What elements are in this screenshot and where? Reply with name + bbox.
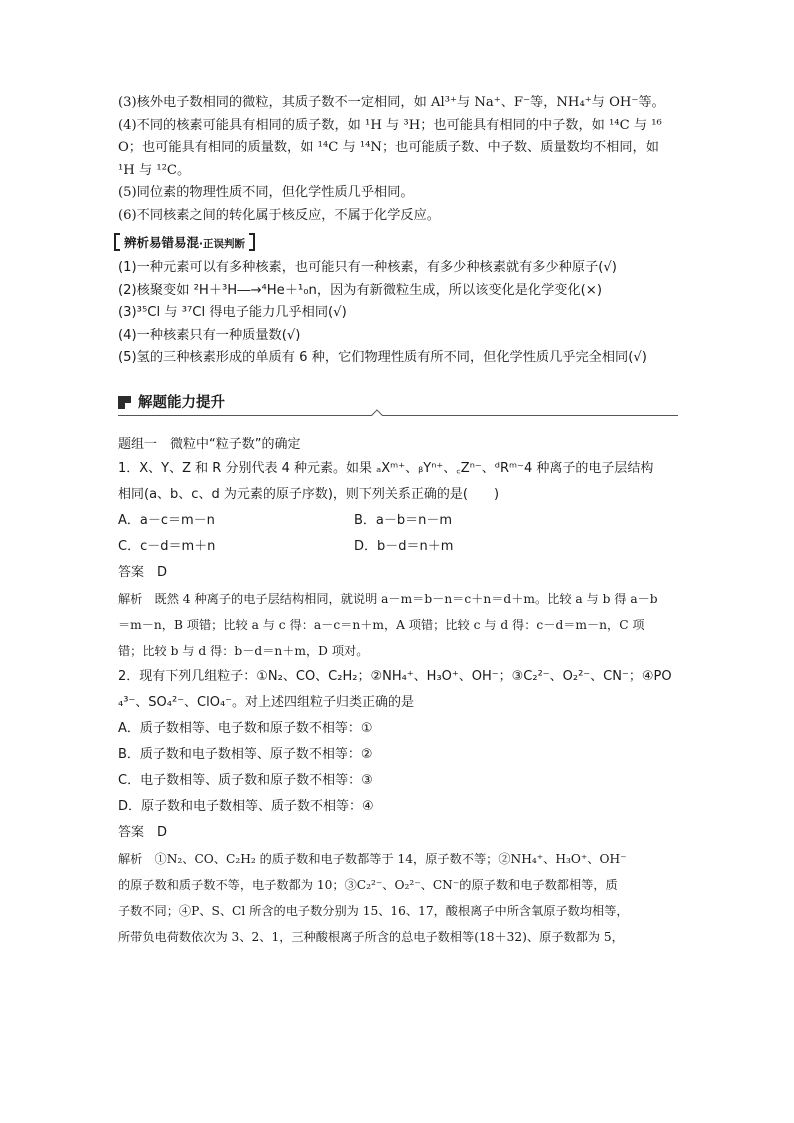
q1-option-b: B．a－b＝n－m xyxy=(354,512,453,528)
intro-line: (3)核外电子数相同的微粒，其质子数不一定相同，如 Al³⁺与 Na⁺、F⁻等，NH₄⁺与 OH⁻等。 xyxy=(118,95,665,110)
judge-line: (5)氢的三种核素形成的单质有 6 种，它们物理性质有所不同，但化学性质几乎完全相同(√) xyxy=(118,350,647,365)
section-title: 解题能力提升 xyxy=(138,394,225,411)
q2-answer: 答案 D xyxy=(118,824,168,840)
intro-line: (4)不同的核素可能具有相同的质子数，如 ¹H 与 ³H；也可能具有相同的中子数，如 ¹⁴C 与 ¹⁶ xyxy=(118,117,662,133)
document-page xyxy=(118,92,678,950)
question-1 xyxy=(118,456,678,664)
q1-explanation-line: ＝m－n，B 项错；比较 a 与 c 得：a－c＝n＋m，A 项错；比较 c 与 d 得：c－d＝m－n，C 项 xyxy=(118,617,645,632)
q1-line: 1．X、Y、Z 和 R 分别代表 4 种元素。如果 ₐXᵐ⁺、ᵦYⁿ⁺、꜀Zⁿ⁻、ᵈRᵐ⁻4 种离子的电子层结构 xyxy=(118,460,654,476)
q2-explanation-line: 解析 ①N₂、CO、C₂H₂ 的质子数和电子数都等于 14，原子数不等；②NH₄⁺、H₃O⁺、OH⁻ xyxy=(118,851,627,866)
section-header xyxy=(118,390,678,416)
intro-block xyxy=(118,92,678,227)
q1-explanation-line: 错；比较 b 与 d 得：b－d＝n＋m，D 项对。 xyxy=(118,643,369,658)
q2-explanation-line: 子数不同；④P、S、Cl 所含的电子数分别为 15、16、17，酸根离子中所含氧原子数均相等， xyxy=(118,903,629,918)
q1-option-a: A．a－c＝m－n xyxy=(118,512,215,528)
intro-line: (6)不同核素之间的转化属于核反应，不属于化学反应。 xyxy=(118,207,440,223)
judge-block xyxy=(118,257,678,370)
judge-tag-small: ·正误判断 xyxy=(199,238,246,250)
q1-option-c: C．c－d＝m＋n xyxy=(118,538,216,554)
q1-explanation-line: 解析 既然 4 种离子的电子层结构相同，就说明 a－m＝b－n＝c＋n＝d＋m。比较 a 与 b 得 a－b xyxy=(118,591,658,606)
q2-option-b: B．质子数和电子数相等、原子数不相等：② xyxy=(118,746,373,762)
question-2 xyxy=(118,664,678,950)
judge-line: (3)³⁵Cl 与 ³⁷Cl 得电子能力几乎相同(√) xyxy=(118,305,347,320)
q2-line: ₄³⁻、SO₄²⁻、ClO₄⁻。对上述四组粒子归类正确的是 xyxy=(118,694,415,710)
group-title: 题组一 微粒中“粒子数”的确定 xyxy=(118,436,301,452)
q1-options-row xyxy=(118,508,678,534)
judge-line: (4)一种核素只有一种质量数(√) xyxy=(118,327,301,343)
judge-tag xyxy=(114,233,255,251)
section-notch xyxy=(371,409,382,420)
q1-option-d: D．b－d＝n＋m xyxy=(354,538,454,554)
section-rule xyxy=(118,415,678,416)
q2-explanation-line: 所带负电荷数依次为 3、2、1，三种酸根离子所含的总电子数相等(18＋32)、原子数都为 5， xyxy=(118,929,624,944)
judge-line: (2)核聚变如 ²H＋³H―→⁴He＋¹₀n，因为有新微粒生成，所以该变化是化学变化(×) xyxy=(118,282,602,298)
q1-options-row xyxy=(118,534,678,560)
q2-line: 2．现有下列几组粒子：①N₂、CO、C₂H₂；②NH₄⁺、H₃O⁺、OH⁻；③C₂²⁻、O₂²⁻、CN⁻；④PO xyxy=(118,668,672,684)
q2-option-c: C．电子数相等、质子数和原子数不相等：③ xyxy=(118,772,373,788)
intro-line: (5)同位素的物理性质不同，但化学性质几乎相同。 xyxy=(118,185,414,200)
intro-line: ¹H 与 ¹²C。 xyxy=(118,162,191,178)
q2-explanation-line: 的原子数和质子数不等，电子数都为 10；③C₂²⁻、O₂²⁻、CN⁻的原子数和电子数都相等，质 xyxy=(118,877,618,892)
q1-line: 相同(a、b、c、d 为元素的原子序数)，则下列关系正确的是( ) xyxy=(118,486,500,502)
section-square-icon xyxy=(118,396,131,409)
intro-line: O；也可能具有相同的质量数，如 ¹⁴C 与 ¹⁴N；也可能质子数、中子数、质量数均不相同，如 xyxy=(118,140,659,155)
judge-tag-main: 辨析易错易混 xyxy=(124,235,200,250)
q1-answer: 答案 D xyxy=(118,564,168,580)
judge-line: (1)一种元素可以有多种核素，也可能只有一种核素，有多少种核素就有多少种原子(√) xyxy=(118,260,617,275)
q2-option-a: A．质子数相等、电子数和原子数不相等：① xyxy=(118,720,373,736)
q2-option-d: D．原子数和电子数相等、质子数不相等：④ xyxy=(118,798,374,814)
